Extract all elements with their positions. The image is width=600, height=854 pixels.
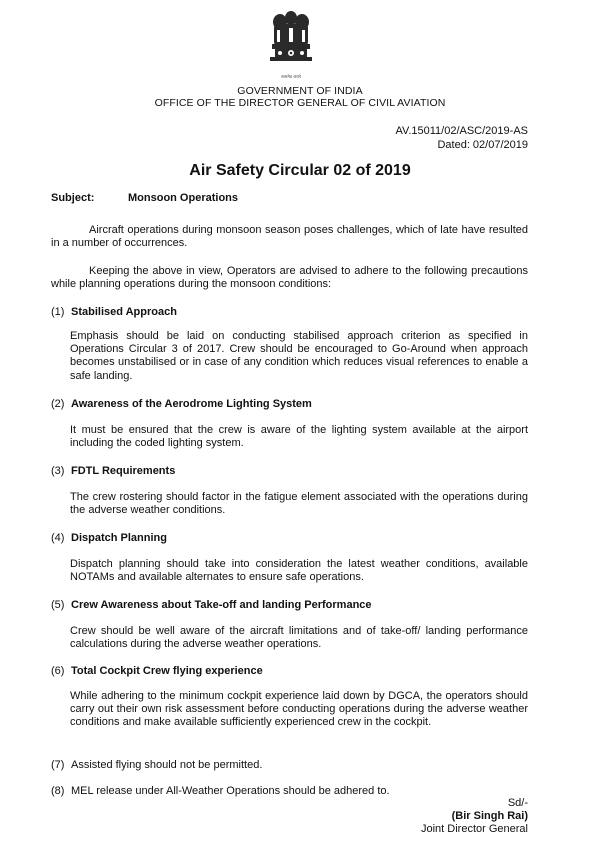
section-number: (5) [51,599,65,611]
point-number: (7) [51,759,65,771]
point-number: (8) [51,785,65,797]
section-title: Total Cockpit Crew flying experience [71,665,263,677]
emblem-motto: सत्यमेव जयते [281,74,301,79]
section-number: (1) [51,306,65,318]
section-title: Crew Awareness about Take-off and landing Performance [71,599,372,611]
intro-paragraph-1: Aircraft operations during monsoon season poses challenges, which of late have resulted in a number of occurrences. [51,224,528,250]
signature-block [421,797,528,836]
signatory-designation: Joint Director General [421,823,528,835]
circular-date: Dated: 02/07/2019 [437,139,528,151]
government-header: GOVERNMENT OF INDIA [237,85,363,97]
section-heading-6 [51,665,263,677]
subject-value: Monsoon Operations [128,192,238,204]
intro-paragraph-2: Keeping the above in view, Operators are advised to adhere to the following precautions while planning operations during the monsoon conditions: [51,265,528,291]
subject-label: Subject: [51,192,95,204]
circular-title: Air Safety Circular 02 of 2019 [189,162,411,179]
section-body-5: Crew should be well aware of the aircraft limitations and of take-off/ landing performance calculations during the adverse weather operations. [70,625,528,651]
section-body-6: While adhering to the minimum cockpit experience laid down by DGCA, the operators should carry out their own risk assessment before conducting operations during the adverse weather conditions and make available sufficiently experienced crew in the cockpit. [70,690,528,729]
section-title: Awareness of the Aerodrome Lighting System [71,398,312,410]
national-emblem-icon [262,10,320,78]
section-heading-1 [51,306,177,318]
reference-number: AV.15011/02/ASC/2019-AS [395,125,528,137]
section-body-2: It must be ensured that the crew is aware of the lighting system available at the airport including the coded lighting system. [70,424,528,450]
section-heading-3 [51,465,175,477]
section-number: (4) [51,532,65,544]
point-7 [51,759,262,771]
section-body-3: The crew rostering should factor in the fatigue element associated with the operations during the adverse weather conditions. [70,491,528,517]
section-heading-2 [51,398,312,410]
section-heading-5 [51,599,372,611]
section-body-1: Emphasis should be laid on conducting stabilised approach criterion as specified in Operations Circular 3 of 2017. Crew should be encouraged to Go-Around when approach becomes unstabilised or in case of any condition which reduces visual references to enable a safe landing. [70,330,528,382]
section-heading-4 [51,532,167,544]
section-title: Dispatch Planning [71,532,167,544]
signature-sd: Sd/- [507,797,528,809]
section-body-4: Dispatch planning should take into consideration the latest weather conditions, available NOTAMs and available alternates to ensure safe operations. [70,558,528,584]
office-header: OFFICE OF THE DIRECTOR GENERAL OF CIVIL AVIATION [154,97,446,109]
section-number: (3) [51,465,65,477]
point-text: MEL release under All-Weather Operations should be adhered to. [71,785,390,797]
section-title: FDTL Requirements [71,465,176,477]
section-title: Stabilised Approach [71,306,177,318]
section-number: (6) [51,665,65,677]
point-text: Assisted flying should not be permitted. [71,759,263,771]
point-8 [51,785,390,797]
section-number: (2) [51,398,65,410]
signatory-name: (Bir Singh Rai) [451,810,528,822]
